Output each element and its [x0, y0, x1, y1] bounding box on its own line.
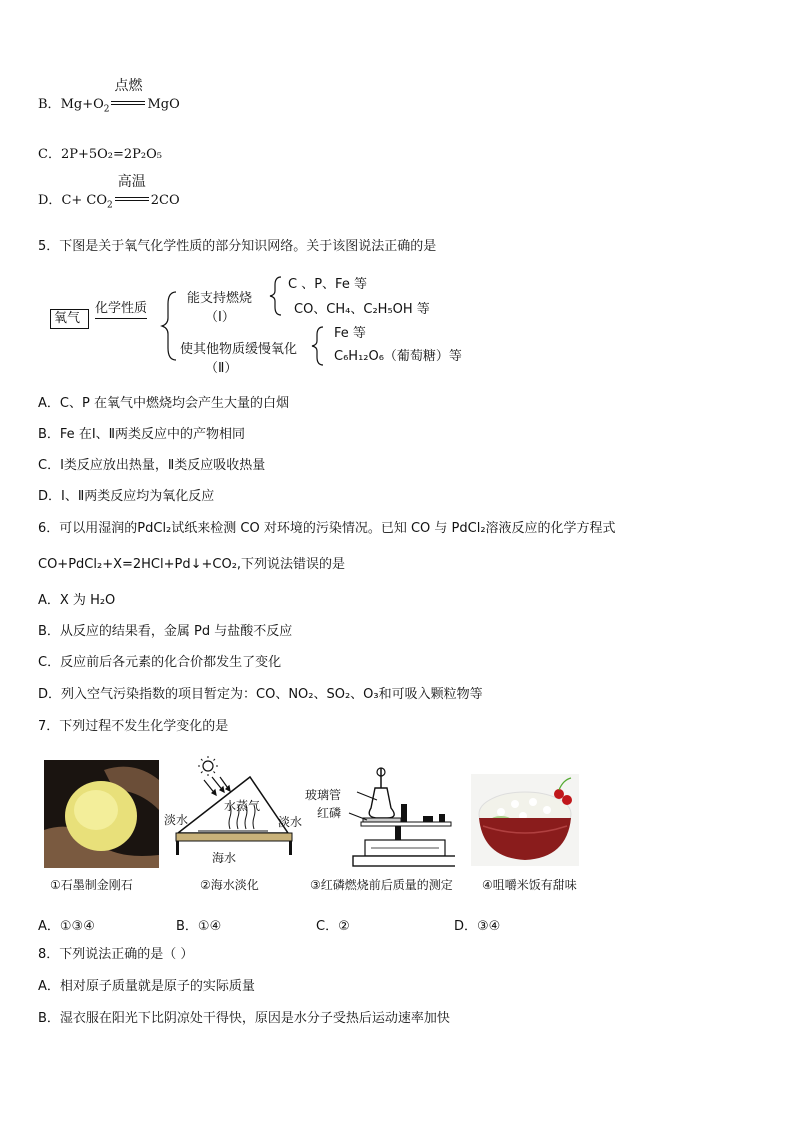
subscript: 2 [103, 104, 110, 115]
brace-main [160, 290, 180, 362]
option-label: D． [38, 193, 62, 208]
question-5-stem: 5．下图是关于氧气化学性质的部分知识网络。关于该图说法正确的是 [38, 239, 437, 254]
option-4c: C．2P+5O₂=2P₂O₅ [38, 147, 162, 162]
reactants: C+ CO [61, 193, 108, 208]
option-label: B． [38, 97, 61, 112]
option-7c: C．② [316, 919, 350, 934]
label-seawater: 海水 [212, 851, 237, 865]
equals-bar [111, 101, 145, 105]
rice-bowl-svg [471, 774, 579, 866]
subscript: 2 [107, 200, 113, 211]
option-5b: B．Fe 在Ⅰ、Ⅱ两类反应中的产物相同 [38, 427, 246, 442]
option-6b: B．从反应的结果看，金属 Pd 与盐酸不反应 [38, 624, 293, 639]
option-4b [38, 78, 180, 119]
network-node-2-tag: （Ⅱ） [205, 361, 238, 376]
option-8b: B．湿衣服在阳光下比阴凉处干得快，原因是水分子受热后运动速率加快 [38, 1011, 450, 1026]
network-root: 氧气 [50, 309, 89, 329]
network-node-2: 使其他物质缓慢氧化 [180, 342, 298, 357]
brace-node-2 [310, 325, 326, 367]
network-node-2-item: Fe 等 [334, 326, 366, 341]
option-6d: D．列入空气污染指数的项目暂定为：CO、NO₂、SO₂、O₃和可吸入颗粒物等 [38, 687, 483, 702]
brace-node-1 [268, 275, 284, 317]
network-node-2-item: C₆H₁₂O₆（葡萄糖）等 [334, 349, 462, 364]
option-6a: A．X 为 H₂O [38, 593, 116, 608]
phosphorus-balance-diagram [305, 766, 455, 870]
condition-text: 高温 [117, 174, 146, 190]
option-6c: C．反应前后各元素的化合价都发生了变化 [38, 655, 282, 670]
equals-bar [115, 197, 149, 201]
reactants: Mg+O [60, 97, 104, 112]
question-6-equation: CO+PdCl₂+X=2HCl+Pd↓+CO₂,下列说法错误的是 [38, 557, 346, 572]
caption-2: ②海水淡化 [200, 878, 259, 892]
question-6-stem: 6．可以用湿润的PdCl₂试纸来检测 CO 对环境的污染情况。已知 CO 与 PdCl₂溶液反应的化学方程式 [38, 521, 616, 536]
option-7a: A．①③④ [38, 919, 95, 934]
option-5c: C．Ⅰ类反应放出热量，Ⅱ类反应吸收热量 [38, 458, 266, 473]
network-node-1-tag: （Ⅰ） [205, 310, 235, 325]
option-4d [38, 174, 180, 215]
caption-1: ①石墨制金刚石 [50, 878, 133, 892]
product: MgO [147, 97, 180, 112]
reaction-condition [115, 174, 149, 210]
network-node-1: 能支持燃烧 [187, 291, 253, 306]
label-fresh-water-left: 淡水 [164, 813, 189, 827]
label-glass-tube: 玻璃管 [305, 788, 342, 802]
graphite-diamond-photo [44, 760, 159, 868]
question-7-stem: 7．下列过程不发生化学变化的是 [38, 719, 229, 734]
sun-icon [203, 761, 213, 771]
network-node-1-item: CO、CH₄、C₂H₅OH 等 [294, 302, 430, 317]
option-5a: A．C、P 在氧气中燃烧均会产生大量的白烟 [38, 396, 289, 411]
caption-3: ③红磷燃烧前后质量的测定 [310, 878, 453, 892]
question-8-stem: 8．下列说法正确的是（ ） [38, 947, 194, 962]
desalination-diagram [164, 755, 303, 867]
reaction-condition [111, 78, 145, 114]
label-fresh-water-right: 淡水 [278, 815, 303, 829]
option-8a: A．相对原子质量就是原子的实际质量 [38, 979, 255, 994]
label-red-phosphorus: 红磷 [317, 806, 342, 820]
option-7d: D．③④ [454, 919, 501, 934]
condition-text: 点燃 [114, 78, 143, 94]
product: 2CO [150, 193, 180, 208]
rice-bowl-photo [471, 774, 579, 866]
stone-illustration [44, 760, 159, 868]
caption-4: ④咀嚼米饭有甜味 [482, 878, 577, 892]
option-7b: B．①④ [176, 919, 222, 934]
option-5d: D．Ⅰ、Ⅱ两类反应均为氧化反应 [38, 489, 215, 504]
network-branch: 化学性质 [95, 300, 147, 319]
label-water-vapor: 水蒸气 [224, 799, 261, 813]
network-node-1-item: C 、P、Fe 等 [288, 277, 367, 292]
